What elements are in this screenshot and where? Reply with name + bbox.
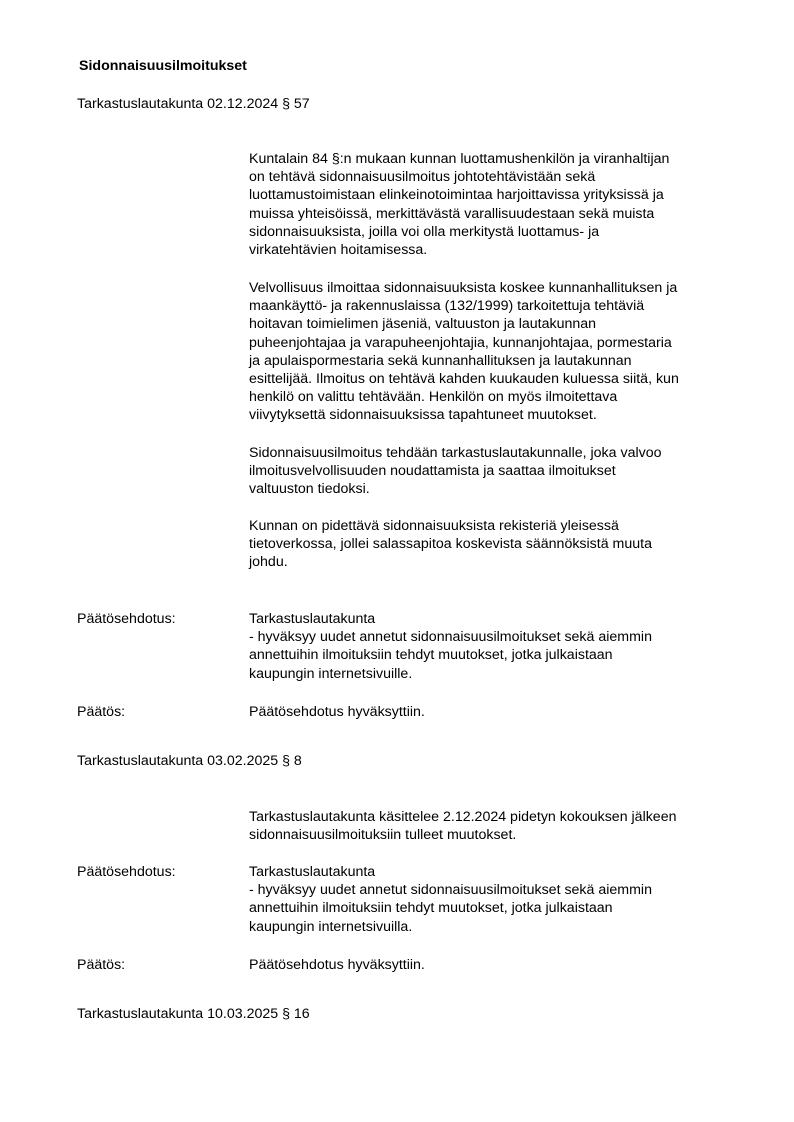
section-heading: Tarkastuslautakunta 02.12.2024 § 57: [77, 96, 310, 112]
decision-label: Päätös:: [77, 704, 126, 720]
section-body: [249, 279, 749, 425]
body-paragraph: Sidonnaisuusilmoitus tehdään tarkastuslautakunnalle, joka valvoo ilmoitusvelvollisuuden noudattamista ja saattaa ilmoitukset valtuuston tiedoksi.: [249, 445, 662, 498]
decision-text: Päätösehdotus hyväksyttiin.: [249, 704, 425, 720]
section-body: [249, 517, 749, 572]
section-body: [249, 444, 749, 499]
document-title: Sidonnaisuusilmoitukset: [79, 58, 247, 74]
section-heading: Tarkastuslautakunta 03.02.2025 § 8: [77, 753, 302, 769]
proposal-text: Tarkastuslautakunta - hyväksyy uudet annetut sidonnaisuusilmoitukset sekä aiemmin annettuihin ilmoituksiin tehdyt muutokset, jotka julkaistaan kaupungin internetsivuilla.: [249, 864, 652, 935]
section-body: [249, 150, 749, 259]
decision-text: Päätösehdotus hyväksyttiin.: [249, 957, 425, 973]
proposal-label: Päätösehdotus:: [77, 611, 176, 627]
section-heading: Tarkastuslautakunta 10.03.2025 § 16: [77, 1006, 310, 1022]
decision-label: Päätös:: [77, 957, 126, 973]
body-paragraph: Kuntalain 84 §:n mukaan kunnan luottamushenkilön ja viranhaltijan on tehtävä sidonnaisuusilmoitus johtotehtävistään sekä luottamustoimistaan elinkeinotoimintaa harjoittavissa yrityksissä ja muissa yhteisöissä, merkittävästä varallisuudestaan sekä muista sidonnaisuuksista, joilla voi olla merkitystä luottamus- ja virkatehtävien hoitamisessa.: [249, 151, 670, 259]
section-body: [249, 808, 749, 844]
proposal-label: Päätösehdotus:: [77, 864, 176, 880]
body-paragraph: Kunnan on pidettävä sidonnaisuuksista rekisteriä yleisessä tietoverkossa, jollei salassapitoa koskevista säännöksistä muuta johdu.: [249, 518, 652, 571]
proposal-text: Tarkastuslautakunta - hyväksyy uudet annetut sidonnaisuusilmoitukset sekä aiemmin annettuihin ilmoituksiin tehdyt muutokset, jotka julkaistaan kaupungin internetsivuille.: [249, 611, 652, 682]
body-paragraph: Velvollisuus ilmoittaa sidonnaisuuksista koskee kunnanhallituksen ja maankäyttö- ja rakennuslaissa (132/1999) tarkoitettuja tehtäviä hoitavan toimielimen jäseniä, valtuuston ja lautakunnan puheenjohtajaa ja varapuheenjohtajia, kunnanjohtajaa, pormestaria ja apulaispormestaria sekä kunnanhallituksen ja lautakunnan esittelijää. Ilmoitus on tehtävä kahden kuukauden kuluessa siitä, kun henkilö on valittu tehtävään. Henkilön on myös ilmoitettava viivytyksettä sidonnaisuuksissa tapahtuneet muutokset.: [249, 280, 679, 424]
body-paragraph: Tarkastuslautakunta käsittelee 2.12.2024 pidetyn kokouksen jälkeen sidonnaisuusilmoituksiin tulleet muutokset.: [249, 809, 677, 844]
